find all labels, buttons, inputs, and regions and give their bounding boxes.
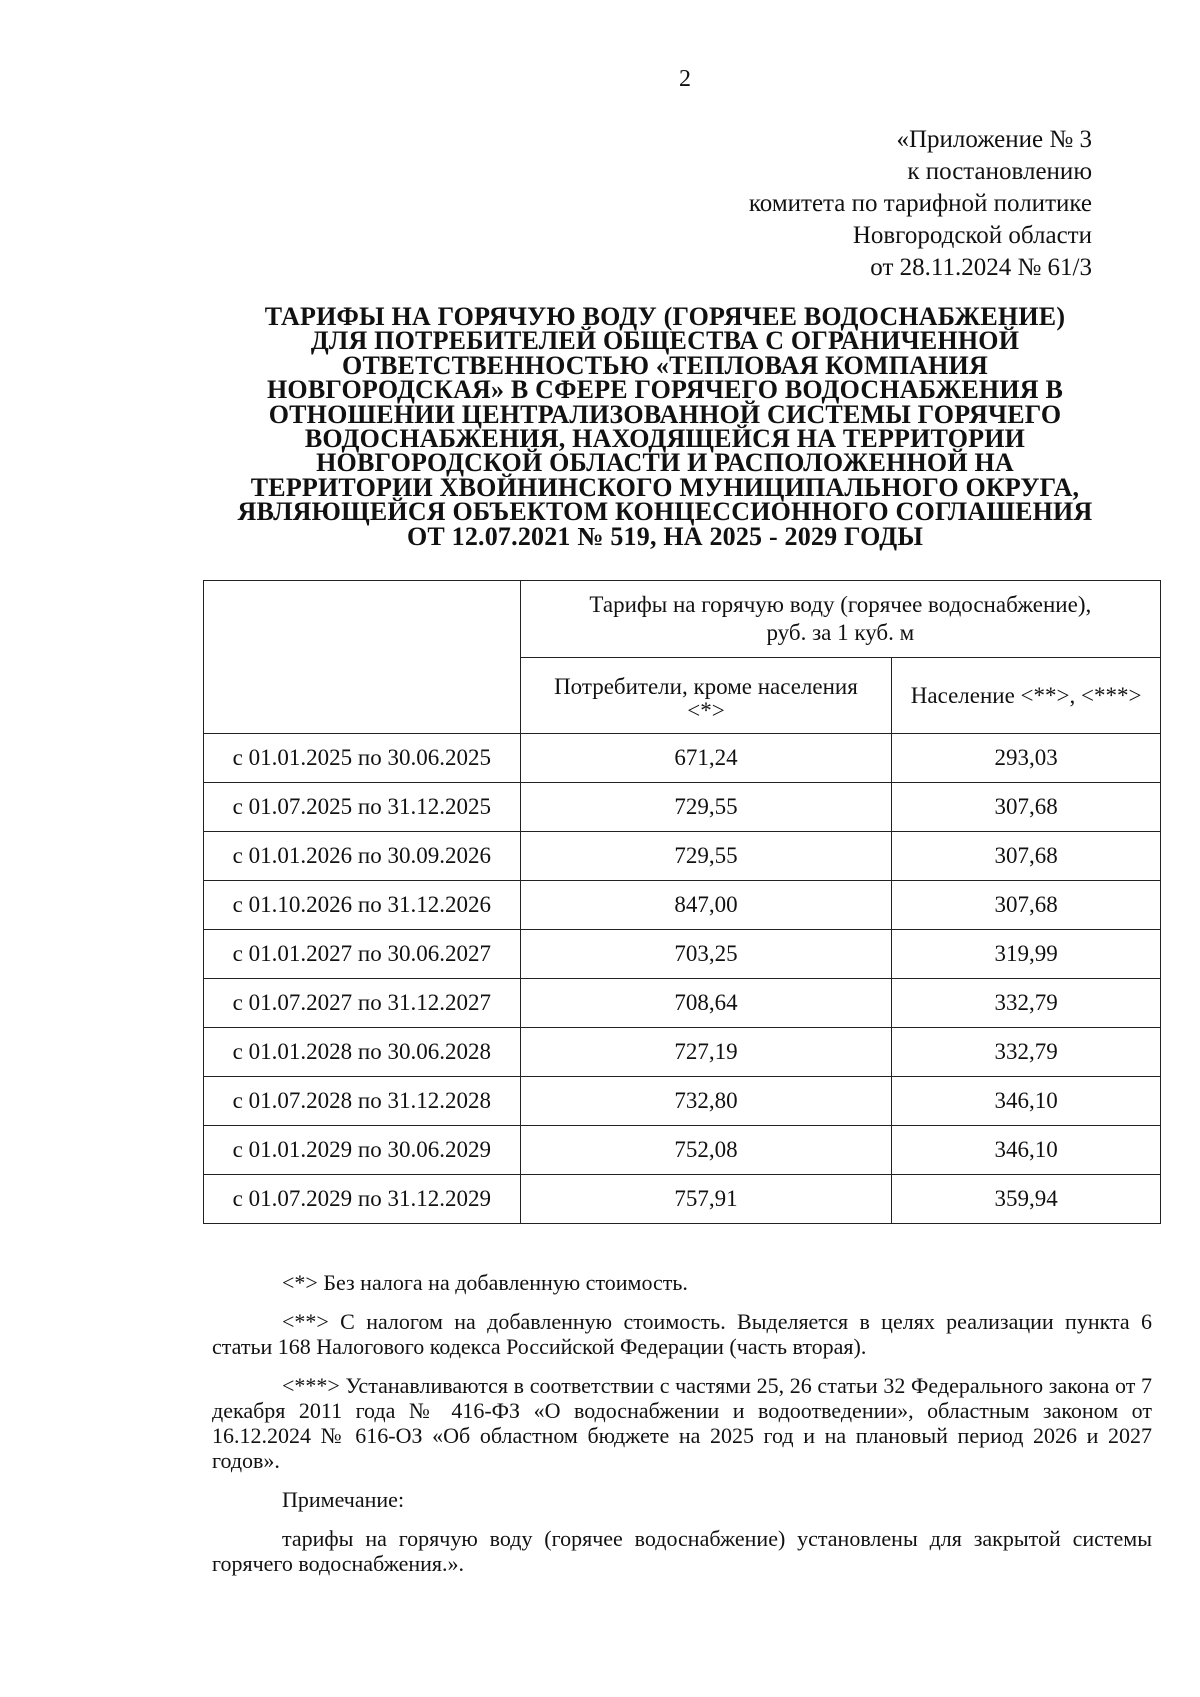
population-tariff-cell: 293,03 xyxy=(892,734,1161,783)
period-cell: с 01.07.2029 по 31.12.2029 xyxy=(204,1175,521,1224)
period-cell: с 01.07.2027 по 31.12.2027 xyxy=(204,979,521,1028)
period-cell: с 01.01.2029 по 30.06.2029 xyxy=(204,1126,521,1175)
table-row xyxy=(204,1126,1161,1175)
period-cell: с 01.07.2028 по 31.12.2028 xyxy=(204,1077,521,1126)
appendix-line: Новгородской области xyxy=(852,222,1092,249)
population-tariff-cell: 319,99 xyxy=(892,930,1161,979)
tariff-table xyxy=(203,580,1161,1224)
population-tariff-cell: 307,68 xyxy=(892,783,1161,832)
table-row xyxy=(204,783,1161,832)
period-cell: с 01.01.2025 по 30.06.2025 xyxy=(204,734,521,783)
remark-text: тарифы на горячую воду (горячее водоснабжение) установлены для закрытой системы горячего водоснабжения.». xyxy=(212,1526,1152,1576)
period-cell: с 01.10.2026 по 31.12.2026 xyxy=(204,881,521,930)
table-header-row xyxy=(204,581,1161,658)
appendix-line: от 28.11.2024 № 61/3 xyxy=(870,254,1092,281)
population-header: Население <**>, <***> xyxy=(892,658,1161,734)
period-cell: с 01.01.2027 по 30.06.2027 xyxy=(204,930,521,979)
population-tariff-cell: 359,94 xyxy=(892,1175,1161,1224)
consumers-tariff-cell: 752,08 xyxy=(520,1126,892,1175)
population-tariff-cell: 307,68 xyxy=(892,832,1161,881)
consumers-tariff-cell: 727,19 xyxy=(520,1028,892,1077)
consumers-tariff-cell: 729,55 xyxy=(520,783,892,832)
page-number: 2 xyxy=(679,66,691,92)
title-line: ЯВЛЯЮЩЕЙСЯ ОБЪЕКТОМ КОНЦЕССИОННОГО СОГЛАШЕНИЯ xyxy=(237,497,1093,527)
footnote-1: <*> Без налога на добавленную стоимость. xyxy=(282,1270,688,1295)
consumers-tariff-cell: 757,91 xyxy=(520,1175,892,1224)
consumers-tariff-cell: 703,25 xyxy=(520,930,892,979)
tariff-group-header xyxy=(520,581,1160,658)
footnote-3: <***> Устанавливаются в соответствии с частями 25, 26 статьи 32 Федерального закона от 7 декабря 2011 года № 416-ФЗ «О водоснабжении и водоотведении», областным законом от 16.12.2024 № 616-ОЗ «Об областном бюджете на 2025 год и на плановый период 2026 и 2027 годов». xyxy=(212,1373,1152,1473)
table-row xyxy=(204,930,1161,979)
footnotes xyxy=(212,1270,1152,1590)
consumers-header-line: <*> xyxy=(687,697,725,723)
appendix-line: комитета по тарифной политике xyxy=(748,190,1092,217)
table-row xyxy=(204,1077,1161,1126)
group-header-line: Тарифы на горячую воду (горячее водоснабжение), xyxy=(589,592,1092,617)
table-row xyxy=(204,1175,1161,1224)
appendix-line: «Приложение № 3 xyxy=(896,126,1092,153)
title-line: НОВГОРОДСКОЙ ОБЛАСТИ И РАСПОЛОЖЕННОЙ НА xyxy=(316,448,1014,478)
population-tariff-cell: 332,79 xyxy=(892,979,1161,1028)
consumers-tariff-cell: 729,55 xyxy=(520,832,892,881)
consumers-tariff-cell: 847,00 xyxy=(520,881,892,930)
group-header-line: руб. за 1 куб. м xyxy=(766,620,915,645)
consumers-header-line: Потребители, кроме населения xyxy=(554,673,858,699)
period-cell: с 01.07.2025 по 31.12.2025 xyxy=(204,783,521,832)
period-cell: с 01.01.2026 по 30.09.2026 xyxy=(204,832,521,881)
period-header-cell xyxy=(204,581,521,734)
title-line: НОВГОРОДСКАЯ» В СФЕРЕ ГОРЯЧЕГО ВОДОСНАБЖЕНИЯ В xyxy=(266,375,1063,405)
title-line: ВОДОСНАБЖЕНИЯ, НАХОДЯЩЕЙСЯ НА ТЕРРИТОРИИ xyxy=(304,424,1026,454)
appendix-line: к постановлению xyxy=(907,158,1092,185)
title-line: ОТ 12.07.2021 № 519, НА 2025 - 2029 ГОДЫ xyxy=(406,521,924,551)
consumers-tariff-cell: 671,24 xyxy=(520,734,892,783)
document-title xyxy=(205,302,1125,551)
table-row xyxy=(204,832,1161,881)
consumers-tariff-cell: 732,80 xyxy=(520,1077,892,1126)
table-row xyxy=(204,979,1161,1028)
table-row xyxy=(204,734,1161,783)
period-cell: с 01.01.2028 по 30.06.2028 xyxy=(204,1028,521,1077)
population-tariff-cell: 307,68 xyxy=(892,881,1161,930)
appendix-header xyxy=(749,124,1092,284)
title-line: ТЕРРИТОРИИ ХВОЙНИНСКОГО МУНИЦИПАЛЬНОГО ОКРУГА, xyxy=(250,472,1080,502)
title-line: ОТНОШЕНИИ ЦЕНТРАЛИЗОВАННОЙ СИСТЕМЫ ГОРЯЧЕГО xyxy=(268,399,1062,429)
title-line: ДЛЯ ПОТРЕБИТЕЛЕЙ ОБЩЕСТВА С ОГРАНИЧЕННОЙ xyxy=(310,326,1020,356)
population-tariff-cell: 346,10 xyxy=(892,1126,1161,1175)
table-row xyxy=(204,1028,1161,1077)
population-tariff-cell: 332,79 xyxy=(892,1028,1161,1077)
consumers-tariff-cell: 708,64 xyxy=(520,979,892,1028)
title-line: ТАРИФЫ НА ГОРЯЧУЮ ВОДУ (ГОРЯЧЕЕ ВОДОСНАБЖЕНИЕ) xyxy=(264,302,1066,331)
population-tariff-cell: 346,10 xyxy=(892,1077,1161,1126)
table-row xyxy=(204,881,1161,930)
footnote-2: <**> С налогом на добавленную стоимость. Выделяется в целях реализации пункта 6 статьи 168 Налогового кодекса Российской Федерации (часть вторая). xyxy=(212,1309,1152,1359)
consumers-header xyxy=(520,658,892,734)
remark-label: Примечание: xyxy=(282,1487,405,1512)
title-line: ОТВЕТСТВЕННОСТЬЮ «ТЕПЛОВАЯ КОМПАНИЯ xyxy=(342,350,988,380)
